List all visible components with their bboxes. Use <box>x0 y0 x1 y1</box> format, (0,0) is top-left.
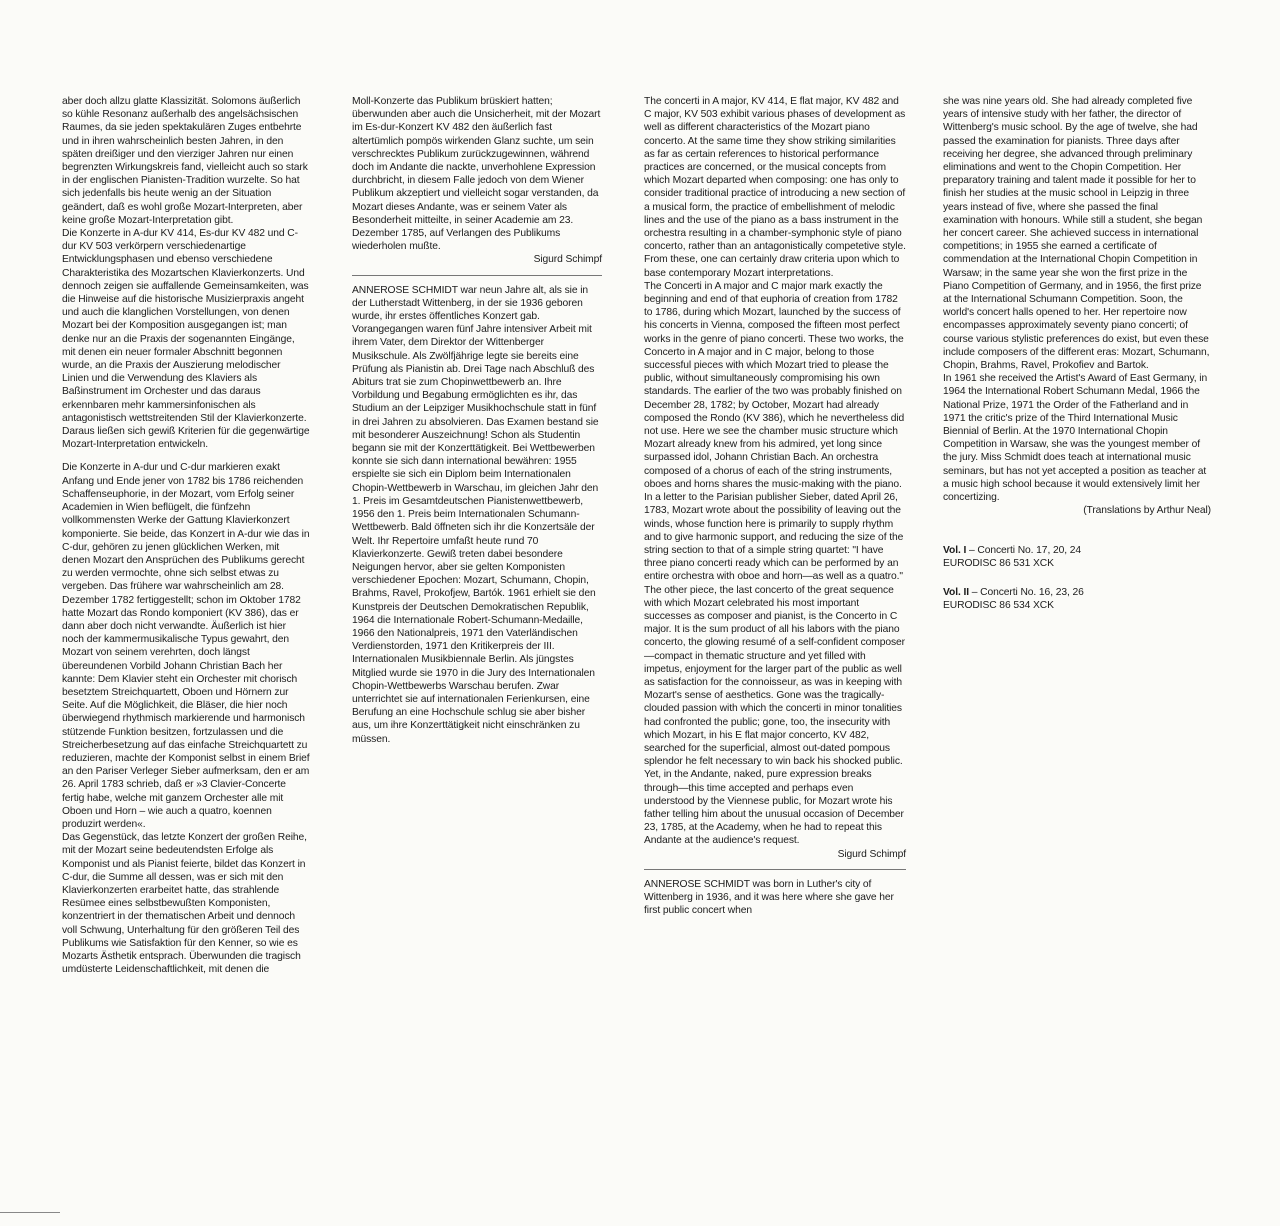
english-column-2 <box>943 95 1211 612</box>
translation-credit: (Translations by Arthur Neal) <box>1083 505 1211 517</box>
volume-works: – Concerti No. 17, 20, 24 <box>966 544 1081 556</box>
paragraph: aber doch allzu glatte Klassizität. Solomons äußerlich so kühle Resonanz außerhalb des angelsächsischen Raumes, da sie jeden spektakulären Zuges entbehrte und in ihren wahrscheinlich besten Jahren, in den späten dreißiger und den vierziger Jahren nur einen begrenzten Wirkungskreis fand, vielleicht auch so stark in der englischen Pianisten-Tradition wurzelte. So hat sich jedenfalls bis heute wenig an der Situation geändert, daß es wohl große Mozart-Interpreten, aber keine große Mozart-Interpretation gibt. <box>62 96 308 226</box>
volume-label: Vol. II <box>943 586 969 598</box>
artist-biography-english: ANNEROSE SCHMIDT was born in Luther's city of Wittenberg in 1936, and it was here where she gave her first public concert when <box>644 878 894 917</box>
paragraph: The Concerti in A major and C major mark exactly the beginning and end of that euphoria of creation from 1782 to 1786, during which Mozart, launched by the success of his concerts in Vienna, composed the fifteen most perfect works in the genre of piano concerti. These two works, the Concerto in A major and in C major, belong to those successful pieces with which Mozart tried to please the public, without simultaneously compromising his own standards. The earlier of the two was probably finished on December 28, 1782; by October, Mozart had already composed the Rondo (KV 386), which he nevertheless did not use. Here we see the chamber music structure which Mozart already knew from his admired, yet long since surpassed idol, Johann Christian Bach. An orchestra composed of a chorus of each of the string instruments, oboes and horns shares the music-making with the piano. In a letter to the Parisian publisher Sieber, dated April 26, 1783, Mozart wrote about the possibility of leaving out the winds, whose function here is primarily to supply rhythm and to give harmonic support, and reducing the size of the string section to that of a simple string quartet: "I have three piano concerti ready which can be performed by an entire orchestra with oboe and horn—as well as a quatro." <box>644 280 905 583</box>
paragraph: Die Konzerte in A-dur KV 414, Es-dur KV 482 und C-dur KV 503 verkörpern verschiedenartige Entwicklungsphasen und ebenso verschiedene Charakteristika des Mozartschen Klavierkonzerts. Und dennoch zeigen sie auffallende Gemeinsamkeiten, was die Hinweise auf die historische Musizierpraxis angeht und auch die klanglichen Vorstellungen, von denen Mozart bei der Komposition ausgegangen ist; man denke nur an die Praxis der sogenannten Eingänge, mit denen ein neuer formaler Abschnitt begonnen wurde, an die Praxis der Auszierung melodischer Linien und die Verwendung des Klaviers als Baßinstrument im Orchester und das daraus erkennbaren mehr kammersinfonischen als antagonistisch wettstreitenden Stil der Klavierkonzerte. Daraus ließen sich gewiß Kriterien für die gegenwärtige Mozart-Interpretation entwickeln. <box>62 228 310 451</box>
divider <box>352 275 602 276</box>
author-signature: Sigurd Schimpf <box>533 254 602 266</box>
record-volume-2 <box>943 586 1211 612</box>
paragraph: Das Gegenstück, das letzte Konzert der großen Reihe, mit der Mozart seine bedeutendsten Erfolge als Komponist und als Pianist feierte, bildet das Konzert in C-dur, die Summe all dessen, was er sich mit den Klavierkonzerten erarbeitet hatte, das strahlende Resümee eines selbstbewußten Komponisten, konzentriert in der thematischen Arbeit und dennoch voll Schwung, Unterhaltung für den größeren Teil des Publikums wie Satisfaktion für den Kenner, so wie es Mozarts Ästhetik entsprach. Überwunden die tragisch umdüsterte Leidenschaftlichkeit, mit denen die <box>62 832 307 976</box>
paragraph: Moll-Konzerte das Publikum brüskiert hatten; überwunden aber auch die Unsicherheit, mit der Mozart im Es-dur-Konzert KV 482 den äußerlich fast altertümlich pompös wirkenden Glanz suchte, um sein verschrecktes Publikum zurückzugewinnen, während doch im Andante die nackte, unverhohlene Expression durchbricht, in diesem Falle jedoch von dem Wiener Publikum akzeptiert und vielleicht sogar verstanden, da Mozart dieses Andante, was er seinem Vater als Besonderheit mitteilte, in seiner Academie am 23. Dezember 1785, auf Verlangen des Publikums wiederholen mußte. <box>352 96 601 253</box>
paragraph: The other piece, the last concerto of the great sequence with which Mozart celebrated his most important successes as composer and pianist, is the Concerto in C major. It is the sum product of all his labors with the piano concerto, the glowing resumé of a self-confident composer—compact in thematic structure and yet filled with impetus, enjoyment for the larger part of the public as well as satisfaction for the connoisseur, as was in keeping with Mozart's sense of aesthetics. Gone was the tragically-clouded passion with which the concerti in minor tonalities had confronted the public; gone, too, the insecurity with which Mozart, in his E flat major concerto, KV 482, searched for the superficial, almost out-dated pompous splendor he felt necessary to win back his shocked public. Yet, in the Andante, naked, pure expression breaks through—this time accepted and perhaps even understood by the Viennese public, for Mozart wrote his father telling him about the unusual occasion of December 23, 1785, at the Academy, when he had to repeat this Andante at the audience's request. <box>644 584 906 847</box>
paragraph: In 1961 she received the Artist's Award of East Germany, in 1964 the International Robert Schumann Medal, 1966 the National Prize, 1971 the Order of the Fatherland and in 1971 the critic's prize of the Third International Music Biennial of Berlin. At the 1970 International Chopin Competition in Warsaw, she was the youngest member of the jury. Miss Schmidt does teach at international music seminars, but has not yet accepted a position as teacher at a music high school because it would extensively limit her concertizing. <box>943 373 1208 504</box>
catalog-number: EURODISC 86 531 XCK <box>943 557 1054 569</box>
paragraph: The concerti in A major, KV 414, E flat major, KV 482 and C major, KV 503 exhibit various phases of development as well as different characteristics of the Mozart piano concerto. At the same time they show striking similarities as far as certain references to historical performance practices are concerned, or the musical concepts from which Mozart departed when composing: one has only to consider traditional practice of introducing a new section of a musical form, the practice of embellishment of melodic lines and the use of the piano as a bass instrument in the orchestra resulting in a chamber-symphonic style of piano concerto, rather than an antagonistically competetive style. From these, one can certainly draw criteria upon which to base contemporary Mozart interpretations. <box>644 96 906 279</box>
german-column-2 <box>352 95 602 746</box>
paragraph: Die Konzerte in A-dur und C-dur markieren exakt Anfang und Ende jener von 1782 bis 1786 reichenden Schaffenseuphorie, in der Mozart, vom Erfolg seiner Academien in Wien beflügelt, die fünfzehn vollkommensten Werke der Gattung Klavierkonzert komponierte. Sie beide, das Konzert in A-dur wie das in C-dur, gehören zu jenen glücklichen Werken, mit denen Mozart den Ansprüchen des Publikums gerecht zu werden vermochte, ohne sich selbst etwas zu vergeben. Das frühere war wahrscheinlich am 28. Dezember 1782 fertiggestellt; schon im Oktober 1782 hatte Mozart das Rondo komponiert (KV 386), das er dann aber doch nicht verwandte. Äußerlich ist hier noch der kammermusikalische Typus gewahrt, den Mozart von seinem verehrten, doch längst übereundenen Vorbild Johann Christian Bach her kannte: Dem Klavier steht ein Orchester mit chorisch besetztem Streichquartett, Oboen und Hörnern zur Seite. Auf die Möglichkeit, die Bläser, die hier noch überwiegend rhythmisch markierende und harmonisch stützende Funktion besitzen, fortzulassen und die Streicherbesetzung auf das einfache Streichquartett zu reduzieren, machte der Komponist selbst in einem Brief an den Pariser Verleger Sieber aufmerksam, den er am 26. April 1783 schrieb, daß er »3 Clavier-Concerte fertig habe, welche mit ganzem Orchester alle mit Oboen und Horn – wie auch a quatro, koennen produzirt werden«. <box>62 462 310 830</box>
author-signature: Sigurd Schimpf <box>837 848 906 860</box>
volume-works: – Concerti No. 16, 23, 26 <box>969 586 1084 598</box>
catalog-number: EURODISC 86 534 XCK <box>943 600 1054 612</box>
artist-biography-german: ANNEROSE SCHMIDT war neun Jahre alt, als sie in der Lutherstadt Wittenberg, in der sie 1936 geboren wurde, ihr erstes öffentliches Konzert gab. Vorangegangen waren fünf Jahre intensiver Arbeit mit ihrem Vater, dem Direktor der Wittenberger Musikschule. Als Zwölfjährige legte sie bereits eine Prüfung als Pianistin ab. Drei Tage nach Abschluß des Abiturs trat sie zum Chopinwettbewerb an. Ihre Vorbildung und Begabung ermöglichten es ihr, das Studium an der Leipziger Musikhochschule statt in fünf in drei Jahren zu absolvieren. Das Examen bestand sie mit besonderer Auszeichnung! Schon als Studentin begann sie mit der Konzerttätigkeit. Bei Wettbewerben konnte sie sich dann international bewähren: 1955 erspielte sie sich ein Diplom beim Internationalen Chopin-Wettbewerb in Warschau, im gleichen Jahr den 1. Preis im Gesamtdeutschen Pianistenwettbewerb, 1956 den 1. Preis beim Internationalen Schumann-Wettbewerb. Bald öffneten sich ihr die Konzertsäle der Welt. Ihr Repertoire umfaßt heute rund 70 Klavierkonzerte. Gewiß treten dabei besondere Neigungen hervor, aber sie gelten Komponisten verschiedener Epochen: Mozart, Schumann, Chopin, Brahms, Ravel, Prokofjew, Bartók. 1961 erhielt sie den Kunstpreis der Deutschen Demokratischen Republik, 1964 die Internationale Robert-Schumann-Medaille, 1966 den Nationalpreis, 1971 den Vaterländischen Verdienstorden, 1971 den Kritikerpreis der III. Internationalen Musikbiennale Berlin. Als jüngstes Mitglied wurde sie 1970 in die Jury des Internationalen Chopin-Wettbewerbs Warschau berufen. Zwar unterrichtet sie auf internationalen Ferienkursen, eine Berufung an eine Hochschule schlug sie aber bisher aus, um ihre Konzerttätigkeit nicht einschränken zu müssen. <box>352 284 599 745</box>
english-column-1 <box>644 95 906 917</box>
artist-biography-english-cont: she was nine years old. She had already completed five years of intensive study with her father, the director of Wittenberg's music school. By the age of twelve, she had passed the examination for pianists. Three days after receiving her degree, she advanced through preliminary eliminations and went to the Chopin Competition. Her preparatory training and talent made it possible for her to finish her studies at the music school in Leipzig in three years instead of five, where she passed the final examination with honours. While still a student, she began her concert career. She achieved success in international competitions; in 1955 she earned a certificate of commendation at the International Chopin Competition in Warsaw; in the same year she won the first prize in the Piano Competition of Germany, and in 1956, the first prize at the International Schumann Competition. Soon, the world's concert halls opened to her. Her repertoire now encompasses approximately seventy piano concerti; of course various stylistic preferences do exist, but even these include composers of the different eras: Mozart, Schumann, Chopin, Brahms, Ravel, Prokofiev and Bartok. <box>943 96 1210 372</box>
divider <box>644 869 906 870</box>
record-volume-1 <box>943 544 1211 570</box>
volume-label: Vol. I <box>943 544 967 556</box>
page-edge-line <box>0 1212 60 1213</box>
german-column-1 <box>62 95 310 976</box>
